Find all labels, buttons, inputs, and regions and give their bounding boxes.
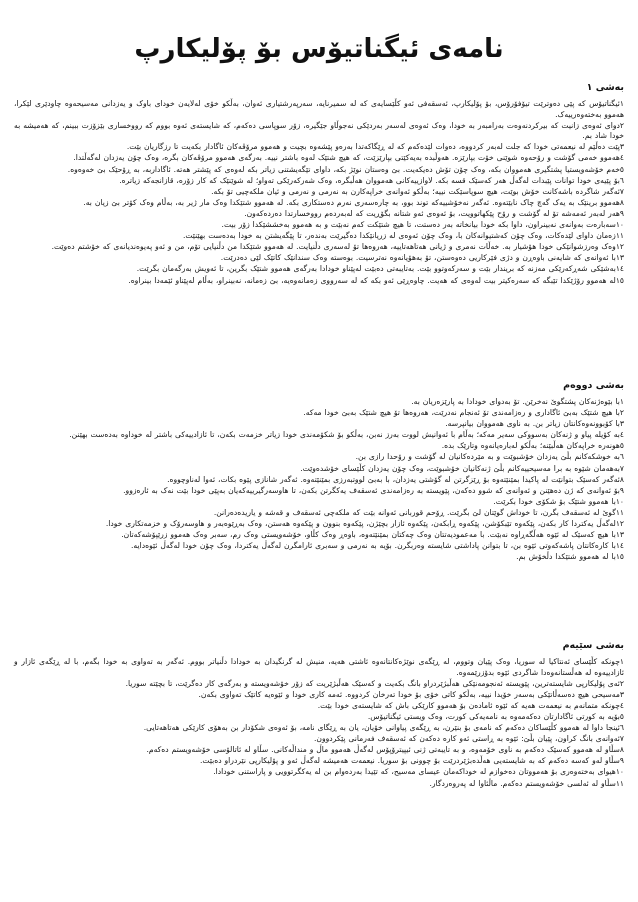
paragraph: ٣پێت دەڵێم لە نیعمەتی خودا کە جلت لەبەر کردووە، دەوات لێدەکەم کە لە ڕێگاکەتدا بەرەو پێشەوە بچیت و هەموو مرۆڤەکان ئاگادار بکەیت تا رزگاریان بێت. — [126, 142, 624, 152]
section-heading: بەشی سێیەم — [562, 640, 624, 651]
paragraph: ٦بە خوشکەکانم بڵێ یەزدان خۆشبوێت و بە مێردەکانیان لە گۆشت و رۆحدا رازی بن. — [355, 452, 624, 462]
paragraph: ٢با هیچ شتێک بەبێ ئاگاداری و رەزامەندی تۆ ئەنجام نەدرێت، هەروەها تۆ هیچ شتێک بەبێ خودا مەکە. — [303, 408, 624, 418]
paragraph: ٩بۆ ئەوانەی کە ژن دەهێنن و ئەوانەی کە شوو دەکەن، پێویستە بە رەزامەندی ئەسقەف یەکگرتن بکەن، تا هاوسەرگیرییەکەیان بەپێی خودا بێت نەک بە ئارەزوو. — [123, 485, 624, 495]
section-3 — [14, 640, 624, 789]
paragraph: ١١سڵاو لە ئەلسی خۆشەویستم دەکەم. ماڵئاوا لە پەروەردگار. — [429, 778, 624, 788]
paragraph: ١٣با ئەوانەی کە شایەنی باوەڕن و دژی فێرکاریی دەوەستن، تۆ بەهۆیانەوە نەترسیت. بوەستە وەک سندانێک کاتێک لێی دەدرێت. — [220, 253, 624, 263]
paragraph: ١٠با هەموو شتێک بۆ شکۆی خودا بکرێت. — [493, 496, 624, 506]
paragraph: ١٤بەشێکی شەڕکەرێکی مەزنە کە بریندار بێت و سەرکەوتوو بێت. بەتایبەتی دەبێت لەپێناو خودادا بەرگەی هەموو شتێک بگرین، تا ئەویش بەرگەمان بگرێت. — [136, 264, 624, 274]
paragraph: ٣مەسیحی هیچ دەسەڵاتێکی بەسەر خۆیدا نییە، بەڵکو کاتی خۆی بۆ خودا تەرخان کردووە. ئەمە کاری خودا و ئێوەیە کاتێک تەواوی بکەن. — [198, 689, 624, 699]
paragraph: ٢دوای ئەوەی زانیت کە بیرکردنەوەت بەرامبەر بە خودا، وەک ئەوەی لەسەر بەردێکی نەجوڵاو جێگیرە، زۆر سوپاسی دەکەم، کە شایستەی ئەوە بووم کە رووخساری بێزۆزت ببینم، کە هەمیشە بە خودا شاد بم. — [14, 120, 624, 141]
paragraph: ٥هونەرە خراپەکان هەڵبێنە؛ بەڵکو لەبارەیانەوە وتارێک بدە. — [441, 441, 624, 451]
section-heading: بەشی ١ — [586, 82, 624, 93]
paragraph: ١٥با لە هەموو شتێکدا دڵخۆش بم. — [516, 552, 624, 562]
paragraph: ٤هەموو خەمی گۆشت و رۆحەوە شوێنی خۆت بپارێزە. هەوڵبدە بەیەکێتی بپارێزێت، کە هیچ شتێک لەوە باشتر نییە. بەرگەی هەموو مرۆڤەکان بگرە، وەک چۆن یەزدان لەگەڵتدا. — [73, 153, 624, 163]
paragraph: ١با بێوەژنەکان پشتگوێ نەخرێن. تۆ بەدوای خودادا بە پارێزەریان بە. — [411, 397, 624, 406]
paragraph: ١١زەمان داوای لێدەکات، وەک چۆن کەشتیوانەکان با، وەک چۆن ئەوەی لە زریانێکدا دەگیرێت بەندەر، تا پێگەیشتن بە خودا بەدەست بهێنێت. — [182, 231, 624, 241]
paragraph: ٩هەر لەبەر ئەمەشە تۆ لە گۆشت و رۆح پێکهاتوویت، بۆ ئەوەی ئەو شتانە بگۆڕیت کە لەبەردەم رووخسارتدا دەردەکەون. — [244, 208, 624, 218]
paragraph: ٧ئەگەر شاگردە باشەکانت خۆش بوێت، هیچ سوپاسێکت نییە؛ بەڵکو ئەوانەی خراپەکارن بە نەرمی و نەرمی و ئیان ملکەچیی تۆ بکە. — [211, 186, 624, 196]
paragraph: ١٢لەگەڵ یەکتردا کار بکەن، پێکەوە تێبکۆشن، پێکەوە ڕابکەن، پێکەوە ئازار بچێژن، پێکەوە بنوون و پێکەوە هەستن، وەک بەڕێوەبەر و هاوسەرۆک و خزمەتکاری خودا. — [105, 519, 624, 529]
section-1 — [14, 82, 624, 286]
paragraph: ٨سڵاو لە هەموو کەسێک دەکەم بە ناوی خۆمەوە، و بە تایبەتی ژنی ئیپیترۆپۆس لەگەڵ هەموو ماڵ و منداڵەکانی. سڵاو لە ئاتالۆسی خۆشەویستم دەکەم. — [146, 745, 624, 755]
paragraph: ٧بەهەمان شێوە بە برا مەسیحییەکانم بڵێ ژنەکانیان خۆشبوێت، وەک چۆن یەزدان کڵێسای خۆشدەوێت. — [300, 463, 624, 473]
paragraph: ١٥لە هەموو رۆژێکدا تێبگە کە سەرەکیتر بیت لەوەی کە هەیت. چاوەڕێی ئەو بکە کە لە سەرووی زەمانەوەیە، بێ زەمانە، نەبینراو، بەڵام لەپێناو ئێمەدا بینراوە. — [128, 275, 624, 285]
paragraph: ٦ئینجا داوا لە هەموو کڵێساکان دەکەم کە نامەی بۆ بنێرن، بە ڕێگەی پیاوانی خۆیان، یان بە ڕێگای نامە، بۆ ئەوەی شکۆدار بن بەهۆی کارێکی هەتاهەتایی. — [143, 723, 624, 733]
paragraph: ١چونکە کڵێسای ئەنتاکیا لە سوریا، وەک پێیان وتووم، لە ڕێگەی نوێژەکانتانەوە ئاشتی هەیە، منیش لە گرنگیدان بە خودادا دڵنیاتر بووم. ئەگەر بە تەواوی بە خودا بگەم، با لە ڕێگەی ئازار و ئازادییەوە لە هەڵستانەوەدا شاگردی ئێوە بدۆزرێمەوە. — [14, 657, 624, 677]
paragraph: ١ئیگناتیۆس کە پێی دەوترێت تیۆفۆرۆس، بۆ پۆلیکارپ، ئەسقەفی ئەو کڵێسایەی کە لە سمیرنایە، سەرپەرشتیاری ئەوان، بەڵکو خۆی لەلایەن خودای باوک و یەزدانی مەسیحەوە چاودێری لێکرا، هەموو بەختەوەرییەک. — [14, 99, 624, 119]
paragraph: ٤چونکە متمانەم بە نیعمەت هەیە کە ئێوە ئامادەن بۆ هەموو کارێکی باش کە شایستەی خودا بێت. — [317, 700, 624, 710]
section-heading: بەشی دووەم — [563, 380, 624, 391]
paragraph: ٥خەم خۆشەویستیا پشتگیری هەمووان بکە، وەک چۆن تۆش دەیکەیت. بێ وەستان نوێژ بکە، داوای تێگەیشتنی زیاتر بکە لەوەی کە پێشتر هەتە. ئاگاداربە، بە ڕۆحێک بێ خەوەوە. — [67, 164, 624, 174]
paragraph: ٧ئەوانەی بانگ کراون، پێیان بڵێ: ئێوە بە ڕاستی ئەو کارە دەکەن کە ئەسقەف فەرمانی پێکردوون. — [313, 734, 624, 744]
paragraph: ١٢وەک وەرزشوانێکی خودا هۆشیار بە. خەڵات نەمری و ژیانی هەتاهەتاییە، هەروەها تۆ لەسەری دڵنیایت. لە هەموو شتێکدا من دڵنیایی تۆم، من و ئەو پەیوەندیانەی کە خۆشتم دەوێت. — [51, 242, 624, 252]
paragraph: ٤بە کۆیلە پیاو و ژنەکان بەسووکی سەیر مەکە؛ بەڵام با ئەوانیش لووت بەرز نەبن، بەڵکو بۆ شکۆمەندی خودا زیاتر خزمەت بکەن، تا ئازادییەکی باشتر لە خوداوە بەدەست بهێنن. — [69, 430, 624, 440]
paragraph: ١٣با هیچ کەسێک لە ئێوە هەڵگەڕاوە نەبێت. با مەعمودیەتتان وەک چەکتان بمێنێتەوە، باوەڕ وەک کڵاو، خۆشەویستی وەک رم، سەبر وەک هەموو زرێپۆشەکەتان. — [121, 530, 624, 540]
paragraph: ٦بۆ پێیەی خودا توانات پێبدات لەگەڵ هەر کەسێک قسە بکە. لاوازییەکانی هەمووان هەڵبگرە، وەک شەرکەرێکی تەواو؛ لە شوێنێک کە کار زۆرە، قازانجەکە زیاترە. — [119, 175, 624, 185]
paragraph: ٨هەموو برینێک بە یەک گەچ چاک نابێتەوە. ئەگەر نەخۆشییەکە توند بوو، بە چارەسەری نەرم دەستکاری بکە. لە هەموو شتێکدا وەک مار ژیر بە، بەڵام وەک کۆتر بێ زیان بە. — [83, 197, 624, 207]
paragraph: ١٠سەبارەت بەوانەی نەبینراون، داوا بکە خودا بیانخاتە بەر دەستت، تا هیچ شتێکت کەم نەبێت و بە هەموو بەخششێکدا زۆر بیت. — [221, 220, 624, 230]
paragraph: ١٤با کارەکانتان پاشەکەوتی ئێوە بن، تا بتوانن پاداشتی شایستە وەربگرن. بۆیە بە نەرمی و سەبری ئارامگرن لەگەڵ یەکتردا، وەک چۆن خودا لەگەڵ ئێوەدایە. — [131, 541, 624, 551]
paragraph: ٨ئەگەر کەسێک بتوانێت لە پاکیدا بمێنێتەوە بۆ ڕێزگرتن لە گۆشتی یەزدان، با بەبێ لووتبەرزی بمێنێتەوە. ئەگەر شانازی پێوە بکات، ئەوا لەناوچووە. — [167, 474, 624, 484]
document-title: نامەی ئیگناتیۆس بۆ پۆلیکارپ — [134, 34, 504, 64]
paragraph: ١٠هیوای بەختەوەری بۆ هەمووتان دەخوازم لە خوداکەمان عیسای مەسیح، کە تێیدا بەردەوام بن لە یەکگرتوویی و پاراستنی خودادا. — [213, 767, 624, 777]
paragraph: ٩سڵاو لەو کەسە دەکەم کە بە شایستەیی هەڵدەبژێردرێت بۆ چوونی بۆ سوریا. نیعمەت هەمیشە لەگەڵ ئەو و پۆلیکارپی نێردراو دەبێت. — [199, 756, 624, 766]
paragraph: ٥بۆیە بە کورتی ئاگادارتان دەکەمەوە بە نامەیەکی کورت، وەک ویستی ئیگناتیۆس. — [367, 711, 624, 721]
paragraph: ٢ئەی پۆلیکارپی شایستەترین، پێویستە ئەنجومەنێکی هەڵبژێردراو بانگ بکەیت و کەسێک هەڵبژێریت کە زۆر خۆشەویستە و بەرگەی کار دەگرێت، تا بچێتە سوریا. — [125, 678, 624, 688]
section-2 — [14, 380, 624, 563]
paragraph: ٣با کۆبوونەوەکانتان زیاتر بن. بە ناوی هەمووان بیانپرسە. — [445, 419, 624, 429]
paragraph: ١١گوێ لە ئەسقەف بگرن، تا خوداش گوێتان لێ بگرێت. ڕۆحم قوربانی ئەوانە بێت کە ملکەچی ئەسقەف و قەشە و یاریدەدەرانن. — [213, 507, 624, 517]
